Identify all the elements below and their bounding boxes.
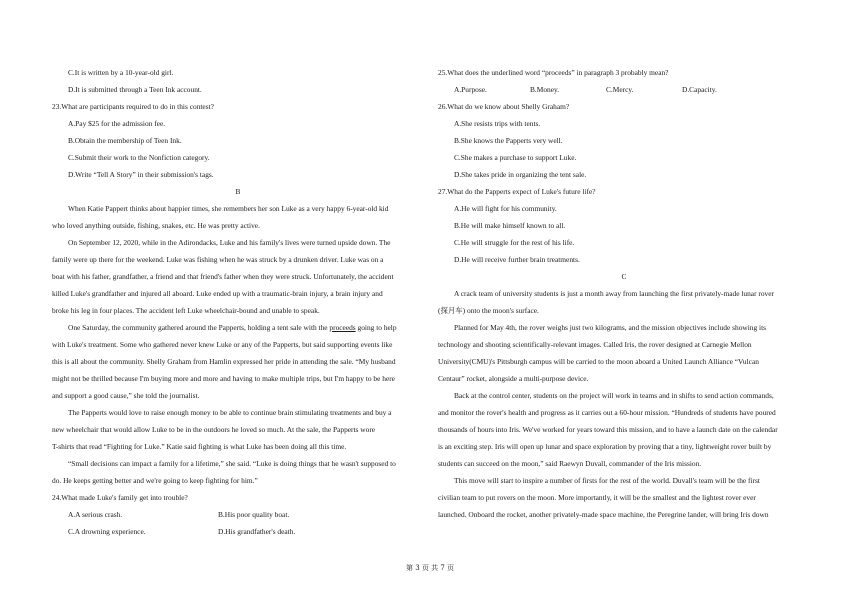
- q25-option-d: D.Capacity.: [682, 85, 717, 94]
- q27-option-b: B.He will make himself known to all.: [454, 221, 566, 230]
- passage-b-line: killed Luke's grandfather and injured all aboard. Luke ended up with a traumatic-brain injury, a brain injury and: [52, 289, 383, 298]
- q24-options-row-1: [52, 506, 424, 523]
- passage-b-line: On September 12, 2020, while in the Adirondacks, Luke and his family's lives were turned upside down. The: [68, 238, 391, 247]
- passage-c-line: Back at the control center, students on the project will work in teams and in shifts to send action commands,: [454, 391, 774, 400]
- passage-c-line: students can succeed on the moon,” said Raewyn Duvall, commander of the Iris mission.: [438, 459, 702, 468]
- passage-c-line: thousands of hours into Iris. We've worked for years toward this mission, and to have a launch date on the calendar: [438, 425, 778, 434]
- q26-option-d: D.She takes pride in organizing the tent sale.: [454, 170, 587, 179]
- passage-b-line: do. He keeps getting better and we're going to keep fighting for him.”: [52, 476, 258, 485]
- passage-b-line: broke his leg in four places. The accident left Luke wheelchair-bound and unable to speak.: [52, 306, 320, 315]
- q24-option-d: D.His grandfather's death.: [218, 527, 296, 536]
- q25-option-c: C.Mercy.: [606, 85, 634, 94]
- q23-stem: 23.What are participants required to do in this contest?: [52, 102, 214, 111]
- q23-option-c: C.Submit their work to the Nonfiction category.: [68, 153, 210, 162]
- q25-options-row: [438, 81, 810, 98]
- q22-option-d: D.It is submitted through a Teen Ink account.: [68, 85, 202, 94]
- q26-stem: 26.What do we know about Shelly Graham?: [438, 102, 570, 111]
- q25-option-a: A.Purpose.: [454, 85, 487, 94]
- q24-options-row-2: [52, 523, 424, 540]
- passage-c-line: Planned for May 4th, the rover weighs just two kilograms, and the mission objectives include showing its: [454, 323, 767, 332]
- q23-option-b: B.Obtain the membership of Teen Ink.: [68, 136, 182, 145]
- passage-c-line: University(CMU)'s Pittsburgh campus will be carried to the moon aboard a United Launch Alliance “Vulcan: [438, 357, 759, 366]
- q27-option-c: C.He will struggle for the rest of his life.: [454, 238, 575, 247]
- passage-b-line: and support a good cause,” she told the journalist.: [52, 391, 200, 400]
- underlined-word-proceeds: proceeds: [329, 323, 356, 332]
- q24-stem: 24.What made Luke's family get into trouble?: [52, 493, 188, 502]
- passage-c-line: is an exciting step. Iris will open up lunar and space exploration by proving that a tiny, lightweight rover built by: [438, 442, 772, 451]
- q26-option-c: C.She makes a purchase to support Luke.: [454, 153, 577, 162]
- q26-option-b: B.She knows the Papperts very well.: [454, 136, 563, 145]
- q26-option-a: A.She resists trips with tents.: [454, 119, 541, 128]
- passage-b-line: who loved anything outside, fishing, snakes, etc. He was pretty active.: [52, 221, 260, 230]
- passage-b-line: might not be thrilled because I'm buying more and more and having to make multiple trips, but I'm happy to be here: [52, 374, 395, 383]
- q22-option-c: C.It is written by a 10-year-old girl.: [68, 68, 174, 77]
- section-c-heading: C: [621, 272, 627, 281]
- q25-stem: 25.What does the underlined word “proceeds” in paragraph 3 probably mean?: [438, 68, 669, 77]
- passage-b-line: boat with his father, grandfather, a friend and that friend's father when they were struck. Unfortunately, the accident: [52, 272, 394, 281]
- q23-option-d: D.Write “Tell A Story” in their submission's tags.: [68, 170, 214, 179]
- passage-c-line: This move will start to inspire a number of firsts for the rest of the world. Duvall's team will be the first: [454, 476, 760, 485]
- passage-c-line: Centaur” rocket, alongside a multi-purpose device.: [438, 374, 589, 383]
- page-number-footer: 第 3 页 共 7 页: [405, 564, 455, 572]
- q25-option-b: B.Money.: [530, 85, 560, 94]
- passage-b-line: family were up there for the weekend. Luke was fishing when he was struck by a drunken driver. Luke was on a: [52, 255, 384, 264]
- section-b-heading: B: [235, 187, 241, 196]
- passage-b-line: “Small decisions can impact a family for a lifetime,” she said. “Luke is doing things that he wasn't supposed to: [68, 459, 396, 468]
- passage-b-line: When Katie Pappert thinks about happier times, she remembers her son Luke as a very happy 6-year-old kid: [68, 204, 389, 213]
- q24-option-b: B.His poor quality boat.: [218, 510, 290, 519]
- q24-option-a: A.A serious crash.: [68, 510, 123, 519]
- q27-stem: 27.What do the Papperts expect of Luke's future life?: [438, 187, 596, 196]
- passage-b-para3-line: [52, 319, 424, 336]
- passage-b-line: with Luke's treatment. Some who gathered never knew Luke or any of the Papperts, but said supporting events like: [52, 340, 393, 349]
- left-column: [52, 64, 424, 540]
- passage-c-line: civilian team to put rovers on the moon. More importantly, it will be the smallest and the lightest rover ever: [438, 493, 756, 502]
- q23-option-a: A.Pay $25 for the admission fee.: [68, 119, 166, 128]
- passage-b-line: The Papperts would love to raise enough money to be able to continue brain stimulating treatments and buy a: [68, 408, 392, 417]
- para3-text-after: going to help: [355, 323, 397, 332]
- q27-option-d: D.He will receive further brain treatments.: [454, 255, 580, 264]
- passage-c-line: (探月车) onto the moon's surface.: [438, 306, 539, 315]
- q27-option-a: A.He will fight for his community.: [454, 204, 557, 213]
- passage-c-line: A crack team of university students is just a month away from launching the first privately-made lunar rover: [454, 289, 774, 298]
- passage-b-line: T-shirts that read “Fighting for Luke.” Katie said fighting is what Luke has been doing all this time.: [52, 442, 347, 451]
- para3-text-before: One Saturday, the community gathered around the Papperts, holding a tent sale with the: [68, 323, 330, 332]
- passage-c-line: technology and shooting scientifically-relevant images. Called Iris, the rover designed at Carnegie Mellon: [438, 340, 752, 349]
- right-column: [438, 64, 810, 523]
- passage-b-line: this is all about the community. Shelly Graham from Hamlin expressed her pride in attending the sale. “My husband: [52, 357, 396, 366]
- q24-option-c: C.A drowning experience.: [68, 527, 146, 536]
- passage-c-line: and monitor the rover's health and progress as it carries out a 60-hour mission. “Hundreds of students have poured: [438, 408, 776, 417]
- passage-b-line: new wheelchair that would allow Luke to be in the outdoors he loved so much. At the sale, the Papperts wore: [52, 425, 376, 434]
- passage-c-line: launched. Onboard the rocket, another privately-made space machine, the Peregrine lander, will bring Iris down: [438, 510, 769, 519]
